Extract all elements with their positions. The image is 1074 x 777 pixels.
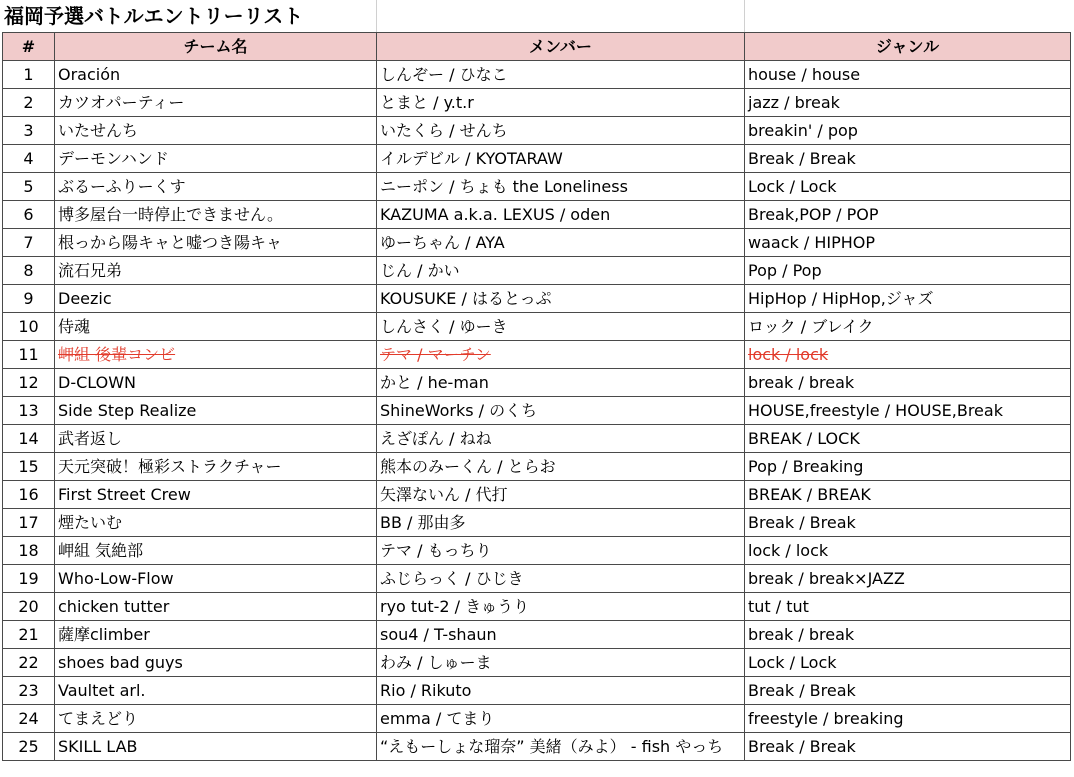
members-cell[interactable]: しんさく / ゆーき	[377, 313, 745, 341]
team-name-cell[interactable]: SKILL LAB	[55, 733, 377, 761]
row-number[interactable]: 23	[3, 677, 55, 705]
row-number[interactable]: 10	[3, 313, 55, 341]
members-cell[interactable]: KAZUMA a.k.a. LEXUS / oden	[377, 201, 745, 229]
genre-cell[interactable]: Lock / Lock	[745, 649, 1071, 677]
row-number[interactable]: 3	[3, 117, 55, 145]
team-name-cell[interactable]: 博多屋台一時停止できません。	[55, 201, 377, 229]
table-row	[3, 341, 1071, 369]
row-number[interactable]: 18	[3, 537, 55, 565]
members-cell[interactable]: 矢澤ないん / 代打	[377, 481, 745, 509]
genre-cell[interactable]: Pop / Breaking	[745, 453, 1071, 481]
page-title: 福岡予選バトルエントリーリスト	[4, 4, 304, 28]
team-name-cell[interactable]: 武者返し	[55, 425, 377, 453]
team-name-cell[interactable]: ぶるーふりーくす	[55, 173, 377, 201]
genre-cell[interactable]: waack / HIPHOP	[745, 229, 1071, 257]
team-name-cell[interactable]: Vaultet arl.	[55, 677, 377, 705]
row-number[interactable]: 5	[3, 173, 55, 201]
table-row	[3, 509, 1071, 537]
table-row	[3, 369, 1071, 397]
row-number[interactable]: 7	[3, 229, 55, 257]
row-number[interactable]: 1	[3, 61, 55, 89]
genre-cell[interactable]: break / break×JAZZ	[745, 565, 1071, 593]
column-header-genre[interactable]: ジャンル	[745, 33, 1071, 61]
genre-cell[interactable]: ロック / ブレイク	[745, 313, 1071, 341]
team-name-cell[interactable]: chicken tutter	[55, 593, 377, 621]
table-row	[3, 285, 1071, 313]
team-name-cell[interactable]: Deezic	[55, 285, 377, 313]
row-number[interactable]: 19	[3, 565, 55, 593]
table-row	[3, 173, 1071, 201]
column-divider	[376, 0, 377, 32]
team-name-cell[interactable]: 煙たいむ	[55, 509, 377, 537]
genre-cell[interactable]: BREAK / LOCK	[745, 425, 1071, 453]
team-name-cell[interactable]: Who-Low-Flow	[55, 565, 377, 593]
members-cell[interactable]: テマ / マーチン	[377, 341, 745, 369]
row-number[interactable]: 6	[3, 201, 55, 229]
genre-cell[interactable]: HipHop / HipHop,ジャズ	[745, 285, 1071, 313]
genre-cell[interactable]: Lock / Lock	[745, 173, 1071, 201]
genre-cell[interactable]: lock / lock	[745, 341, 1071, 369]
members-cell[interactable]: ニーポン / ちょも the Loneliness	[377, 173, 745, 201]
row-number[interactable]: 22	[3, 649, 55, 677]
table-row	[3, 537, 1071, 565]
members-cell[interactable]: ゆーちゃん / AYA	[377, 229, 745, 257]
members-cell[interactable]: ふじらっく / ひじき	[377, 565, 745, 593]
entry-table	[2, 32, 1071, 761]
team-name-cell[interactable]: shoes bad guys	[55, 649, 377, 677]
table-row	[3, 117, 1071, 145]
team-name-cell[interactable]: 岬組 気絶部	[55, 537, 377, 565]
table-row	[3, 201, 1071, 229]
team-name-cell[interactable]: 薩摩climber	[55, 621, 377, 649]
genre-cell[interactable]: Break,POP / POP	[745, 201, 1071, 229]
row-number[interactable]: 2	[3, 89, 55, 117]
genre-cell[interactable]: tut / tut	[745, 593, 1071, 621]
table-row	[3, 145, 1071, 173]
table-row	[3, 677, 1071, 705]
genre-cell[interactable]: breakin' / pop	[745, 117, 1071, 145]
team-name-cell[interactable]: てまえどり	[55, 705, 377, 733]
row-number[interactable]: 13	[3, 397, 55, 425]
table-row	[3, 313, 1071, 341]
table-row	[3, 733, 1071, 761]
row-number[interactable]: 24	[3, 705, 55, 733]
row-number[interactable]: 20	[3, 593, 55, 621]
genre-cell[interactable]: Break / Break	[745, 677, 1071, 705]
row-number[interactable]: 11	[3, 341, 55, 369]
team-name-cell[interactable]: First Street Crew	[55, 481, 377, 509]
genre-cell[interactable]: HOUSE,freestyle / HOUSE,Break	[745, 397, 1071, 425]
table-row	[3, 229, 1071, 257]
table-row	[3, 621, 1071, 649]
row-number[interactable]: 12	[3, 369, 55, 397]
members-cell[interactable]: 熊本のみーくん / とらお	[377, 453, 745, 481]
members-cell[interactable]: わみ / しゅーま	[377, 649, 745, 677]
column-divider	[744, 0, 745, 32]
members-cell[interactable]: えざぽん / ねね	[377, 425, 745, 453]
table-row	[3, 257, 1071, 285]
column-header-members[interactable]: メンバー	[377, 33, 745, 61]
members-cell[interactable]: テマ / もっちり	[377, 537, 745, 565]
team-name-cell[interactable]: 天元突破！極彩ストラクチャー	[55, 453, 377, 481]
team-name-cell[interactable]: Oración	[55, 61, 377, 89]
members-cell[interactable]: Rio / Rikuto	[377, 677, 745, 705]
members-cell[interactable]: sou4 / T-shaun	[377, 621, 745, 649]
row-number[interactable]: 17	[3, 509, 55, 537]
genre-cell[interactable]: Pop / Pop	[745, 257, 1071, 285]
genre-cell[interactable]: break / break	[745, 369, 1071, 397]
row-number[interactable]: 21	[3, 621, 55, 649]
genre-cell[interactable]: freestyle / breaking	[745, 705, 1071, 733]
column-header-team-name[interactable]: チーム名	[55, 33, 377, 61]
genre-cell[interactable]: jazz / break	[745, 89, 1071, 117]
members-cell[interactable]: emma / てまり	[377, 705, 745, 733]
members-cell[interactable]: とまと / y.t.r	[377, 89, 745, 117]
genre-cell[interactable]: Break / Break	[745, 145, 1071, 173]
table-row	[3, 453, 1071, 481]
members-cell[interactable]: じん / かい	[377, 257, 745, 285]
members-cell[interactable]: ShineWorks / のくち	[377, 397, 745, 425]
members-cell[interactable]: “えもーしょな瑠奈” 美緒（みよ） - fish やっち	[377, 733, 745, 761]
members-cell[interactable]: イルデビル / KYOTARAW	[377, 145, 745, 173]
row-number[interactable]: 14	[3, 425, 55, 453]
members-cell[interactable]: BB / 那由多	[377, 509, 745, 537]
row-number[interactable]: 9	[3, 285, 55, 313]
genre-cell[interactable]: break / break	[745, 621, 1071, 649]
team-name-cell[interactable]: デーモンハンド	[55, 145, 377, 173]
table-row	[3, 61, 1071, 89]
row-number[interactable]: 25	[3, 733, 55, 761]
team-name-cell[interactable]: 根っから陽キャと嘘つき陽キャ	[55, 229, 377, 257]
header-row	[3, 33, 1071, 61]
team-name-cell[interactable]: 岬組 後輩コンビ	[55, 341, 377, 369]
table-row	[3, 425, 1071, 453]
genre-cell[interactable]: BREAK / BREAK	[745, 481, 1071, 509]
members-cell[interactable]: いたくら / せんち	[377, 117, 745, 145]
team-name-cell[interactable]: いたせんち	[55, 117, 377, 145]
genre-cell[interactable]: lock / lock	[745, 537, 1071, 565]
members-cell[interactable]: ryo tut-2 / きゅうり	[377, 593, 745, 621]
team-name-cell[interactable]: 侍魂	[55, 313, 377, 341]
members-cell[interactable]: しんぞー / ひなこ	[377, 61, 745, 89]
team-name-cell[interactable]: カツオパーティー	[55, 89, 377, 117]
row-number[interactable]: 15	[3, 453, 55, 481]
members-cell[interactable]: KOUSUKE / はるとっぷ	[377, 285, 745, 313]
table-row	[3, 397, 1071, 425]
genre-cell[interactable]: house / house	[745, 61, 1071, 89]
row-number[interactable]: 8	[3, 257, 55, 285]
table-row	[3, 481, 1071, 509]
table-row	[3, 565, 1071, 593]
genre-cell[interactable]: Break / Break	[745, 733, 1071, 761]
table-row	[3, 593, 1071, 621]
row-number[interactable]: 4	[3, 145, 55, 173]
row-number[interactable]: 16	[3, 481, 55, 509]
team-name-cell[interactable]: Side Step Realize	[55, 397, 377, 425]
members-cell[interactable]: かと / he-man	[377, 369, 745, 397]
team-name-cell[interactable]: D-CLOWN	[55, 369, 377, 397]
table-row	[3, 89, 1071, 117]
table-row	[3, 705, 1071, 733]
genre-cell[interactable]: Break / Break	[745, 509, 1071, 537]
team-name-cell[interactable]: 流石兄弟	[55, 257, 377, 285]
column-header-number[interactable]: #	[3, 33, 55, 61]
table-row	[3, 649, 1071, 677]
